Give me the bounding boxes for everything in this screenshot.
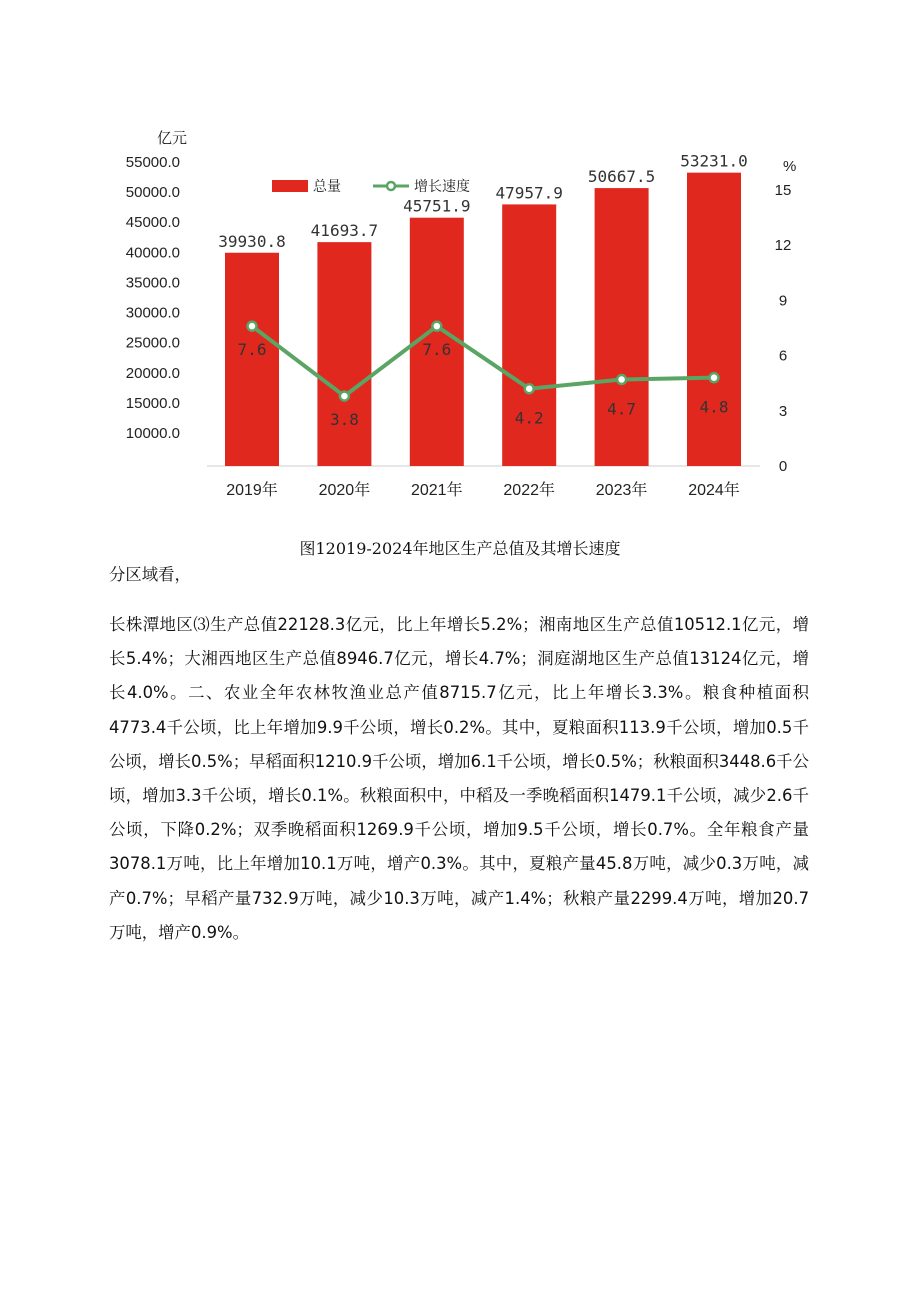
right-tick-label: 3 xyxy=(778,402,788,420)
left-tick-label: 55000.0 xyxy=(125,154,180,171)
growth-rate-label: 4.7 xyxy=(607,399,637,419)
left-tick-label: 35000.0 xyxy=(125,274,180,292)
category-label: 2019年 xyxy=(226,482,278,499)
right-tick-label: 0 xyxy=(778,458,788,475)
category-label: 2020年 xyxy=(318,482,371,499)
category-label: 2022年 xyxy=(503,482,556,499)
legend-bar-swatch xyxy=(272,180,308,192)
growth-rate-label: 4.2 xyxy=(514,408,544,428)
growth-rate-point xyxy=(710,373,719,382)
growth-rate-point xyxy=(248,322,257,331)
bar-2023年 xyxy=(595,188,649,466)
right-tick-label: 6 xyxy=(778,347,788,365)
paragraph-regional-agriculture: 长株潭地区⑶生产总值22128.3亿元，比上年增长5.2%；湘南地区生产总值10512.1亿元，增长5.4%；大湘西地区生产总值8946.7亿元，增长4.7%；洞庭湖地区生产总值13124亿元，增长4.0%。二、农业全年农林牧渔业总产值8715.7亿元，比上年增长3.3%。粮食种植面积4773.4千公顷，比上年增加9.9千公顷，增长0.2%。其中，夏粮面积113.9千公顷，增加0.5千公顷，增长0.5%；早稻面积1210.9千公顷，增加6.1千公顷，增长0.5%；秋粮面积3448.6千公顷，增加3.3千公顷，增长0.1%。秋粮面积中，中稻及一季晚稻面积1479.1千公顷，减少2.6千公顷，下降0.2%；双季晚稻面积1269.9千公顷，增加9.5千公顷，增长0.7%。全年粮食产量3078.1万吨，比上年增加10.1万吨，增产0.3%。其中，夏粮产量45.8万吨，减少0.3万吨，减产0.7%；早稻产量732.9万吨，减少10.3万吨，减产1.4%；秋粮产量2299.4万吨，增加20.7万吨，增产0.9%。 xyxy=(109,615,809,942)
right-tick-label: 15 xyxy=(774,182,792,199)
left-tick-label: 40000.0 xyxy=(125,244,180,262)
growth-rate-label: 3.8 xyxy=(329,410,359,430)
left-tick-label: 15000.0 xyxy=(125,394,180,412)
right-tick-label: 9 xyxy=(778,292,788,310)
legend-line-marker xyxy=(387,182,395,190)
category-label: 2021年 xyxy=(410,482,463,499)
bar-value-label: 50667.5 xyxy=(587,167,656,187)
bar-2019年 xyxy=(225,253,279,466)
left-tick-label: 45000.0 xyxy=(125,214,180,232)
legend-line-label: 增长速度 xyxy=(414,179,470,195)
growth-rate-point xyxy=(340,392,349,401)
legend-bar-label: 总量 xyxy=(313,179,341,195)
right-tick-label: 12 xyxy=(774,237,792,255)
bar-value-label: 39930.8 xyxy=(218,231,286,251)
left-axis-unit: 亿元 xyxy=(157,130,188,147)
gdp-chart xyxy=(0,0,920,520)
bar-value-label: 47957.9 xyxy=(495,183,563,203)
left-tick-label: 30000.0 xyxy=(125,304,180,322)
growth-rate-point xyxy=(432,322,441,331)
left-tick-label: 10000.0 xyxy=(125,425,180,442)
growth-rate-label: 7.6 xyxy=(237,340,267,360)
bar-value-label: 41693.7 xyxy=(310,221,379,241)
growth-rate-label: 4.8 xyxy=(699,397,729,417)
bar-value-label: 45751.9 xyxy=(403,196,471,216)
right-axis-unit: % xyxy=(783,158,797,175)
left-tick-label: 50000.0 xyxy=(125,184,180,202)
growth-rate-point xyxy=(525,384,534,393)
growth-rate-point xyxy=(617,375,626,384)
left-tick-label: 25000.0 xyxy=(125,334,180,352)
bar-value-label: 53231.0 xyxy=(680,151,748,171)
chart-legend xyxy=(272,178,470,195)
figure-caption: 图12019-2024年地区生产总值及其增长速度 xyxy=(299,539,621,558)
bar-2024年 xyxy=(687,173,741,466)
paragraph-regional-intro: 分区域看， xyxy=(109,565,191,584)
left-tick-label: 20000.0 xyxy=(125,364,180,382)
category-label: 2023年 xyxy=(595,482,648,499)
growth-rate-label: 7.6 xyxy=(422,340,452,360)
category-label: 2024年 xyxy=(688,482,740,499)
bar-2020年 xyxy=(317,242,371,466)
